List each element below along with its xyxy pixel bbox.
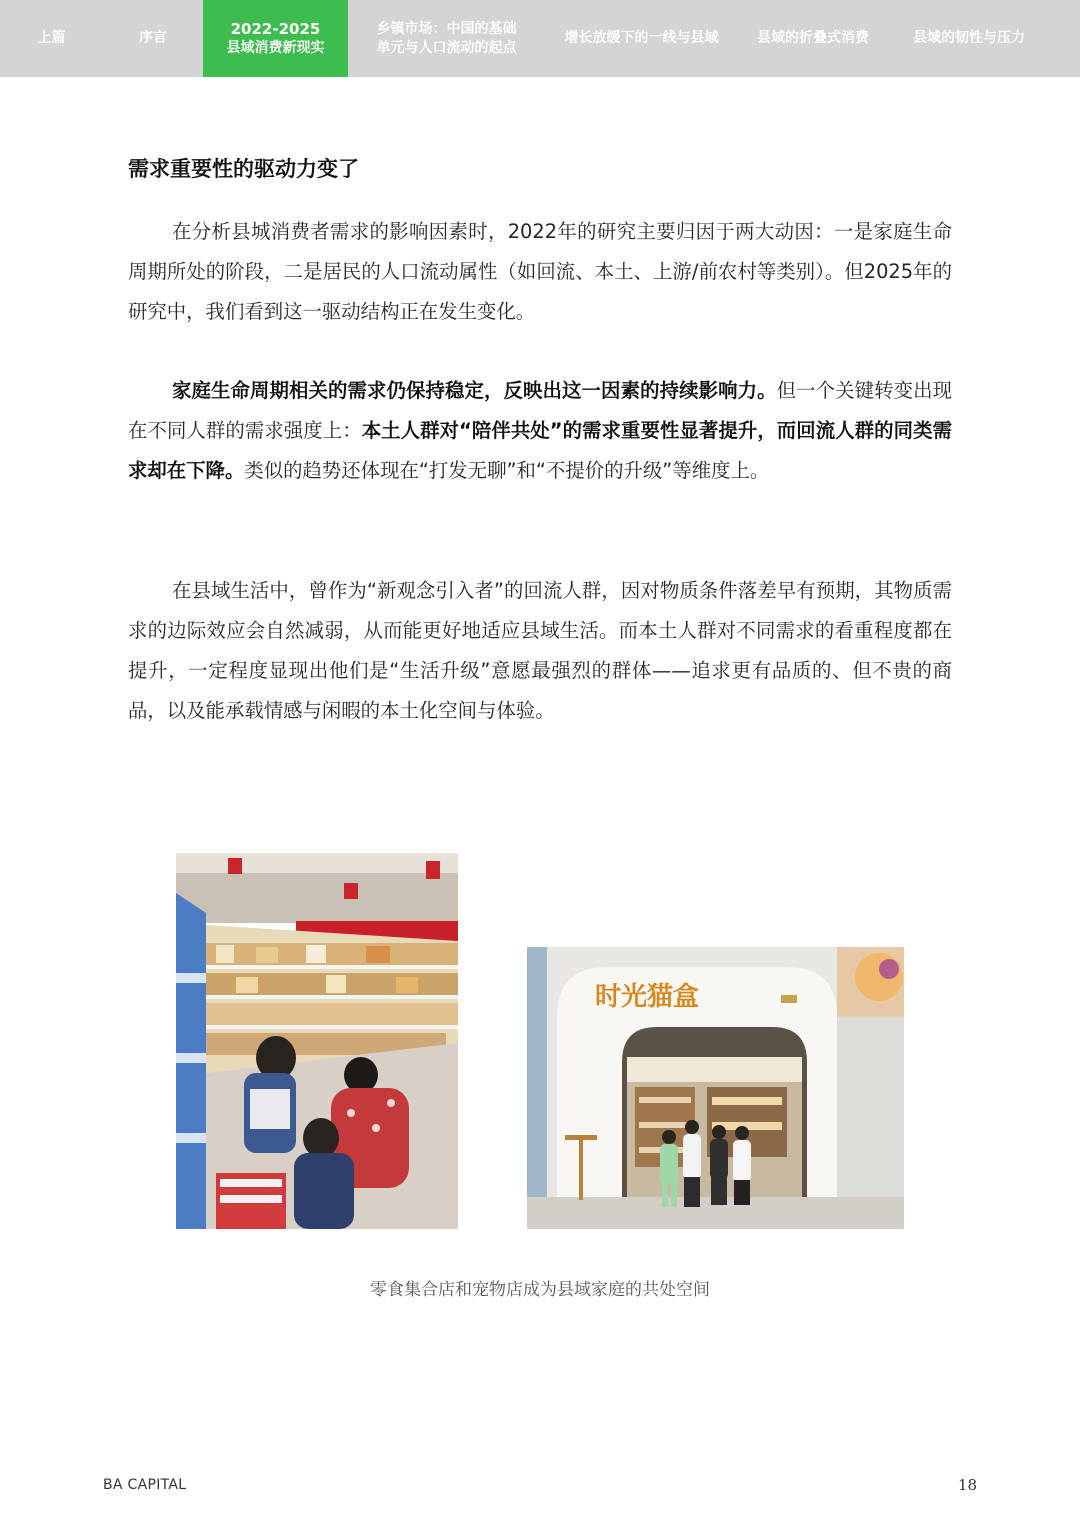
tab-preface[interactable] (103, 0, 203, 77)
section-heading: 需求重要性的驱动力变了 (128, 157, 359, 181)
photo-caption: 零食集合店和宠物店成为县域家庭的共处空间 (370, 1280, 710, 1300)
tab-folded-consumption[interactable] (738, 0, 888, 77)
page-number: 18 (958, 1476, 978, 1494)
tab-label: 序言 (139, 30, 167, 46)
top-navigation (0, 0, 1080, 77)
tab-part-one[interactable] (0, 0, 103, 77)
paragraph-drivers: 在分析县城消费者需求的影响因素时，2022年的研究主要归因于两大动因：一是家庭生命周期所处的阶段，二是居民的人口流动属性（如回流、本土、上游/前农村等类别）。但2025年的研究中，我们看到这一驱动结构正在发生变化。 (128, 220, 952, 323)
tab-township-market[interactable] (348, 0, 545, 77)
bold-statement: 家庭生命周期相关的需求仍保持稳定，反映出这一因素的持续影响力。 (172, 379, 777, 402)
tab-label: 增长放缓下的一线与县域 (564, 30, 719, 46)
text-segment: 类似的趋势还体现在“打发无聊”和“不提价的升级”等维度上。 (244, 459, 770, 482)
text-segment: 但一个关键转变出现在不同人群的需求强度上： (128, 379, 953, 442)
tab-label: 上篇 (37, 30, 66, 46)
bold-statement: 本土人群对“陪伴共处”的需求重要性显著提升，而回流人群的同类需求却在下降。 (128, 419, 952, 482)
tab-tier1-vs-county[interactable] (545, 0, 738, 77)
paragraph-key-shift (128, 371, 952, 491)
footer-brand: BA CAPITAL (103, 1477, 187, 1493)
tab-label: 县域的韧性与压力 (913, 30, 1025, 46)
snack-store-photo (176, 853, 458, 1229)
tab-county-consumption-reality[interactable] (203, 0, 348, 77)
paragraph-local-vs-returnee: 在县域生活中，曾作为“新观念引入者”的回流人群，因对物质条件落差早有预期，其物质需求的边际效应会自然减弱，从而能更好地适应县域生活。而本土人群对不同需求的看重程度都在提升，一定程度显现出他们是“生活升级”意愿最强烈的群体——追求更有品质的、但不贵的商品，以及能承载情感与闲暇的本土化空间与体验。 (128, 579, 952, 722)
tab-label-line1: 乡镇市场：中国的基础 (376, 20, 517, 37)
tab-resilience-pressure[interactable] (888, 0, 1050, 77)
pet-store-photo (527, 947, 904, 1229)
tab-label-line2: 县域消费新现实 (226, 39, 325, 56)
tab-label-line2: 单元与人口流动的起点 (376, 39, 517, 56)
tab-label: 县域的折叠式消费 (757, 30, 869, 46)
pet-store-sign: 时光猫盒 (595, 982, 700, 1012)
tab-label-line1: 2022-2025 (230, 19, 321, 38)
